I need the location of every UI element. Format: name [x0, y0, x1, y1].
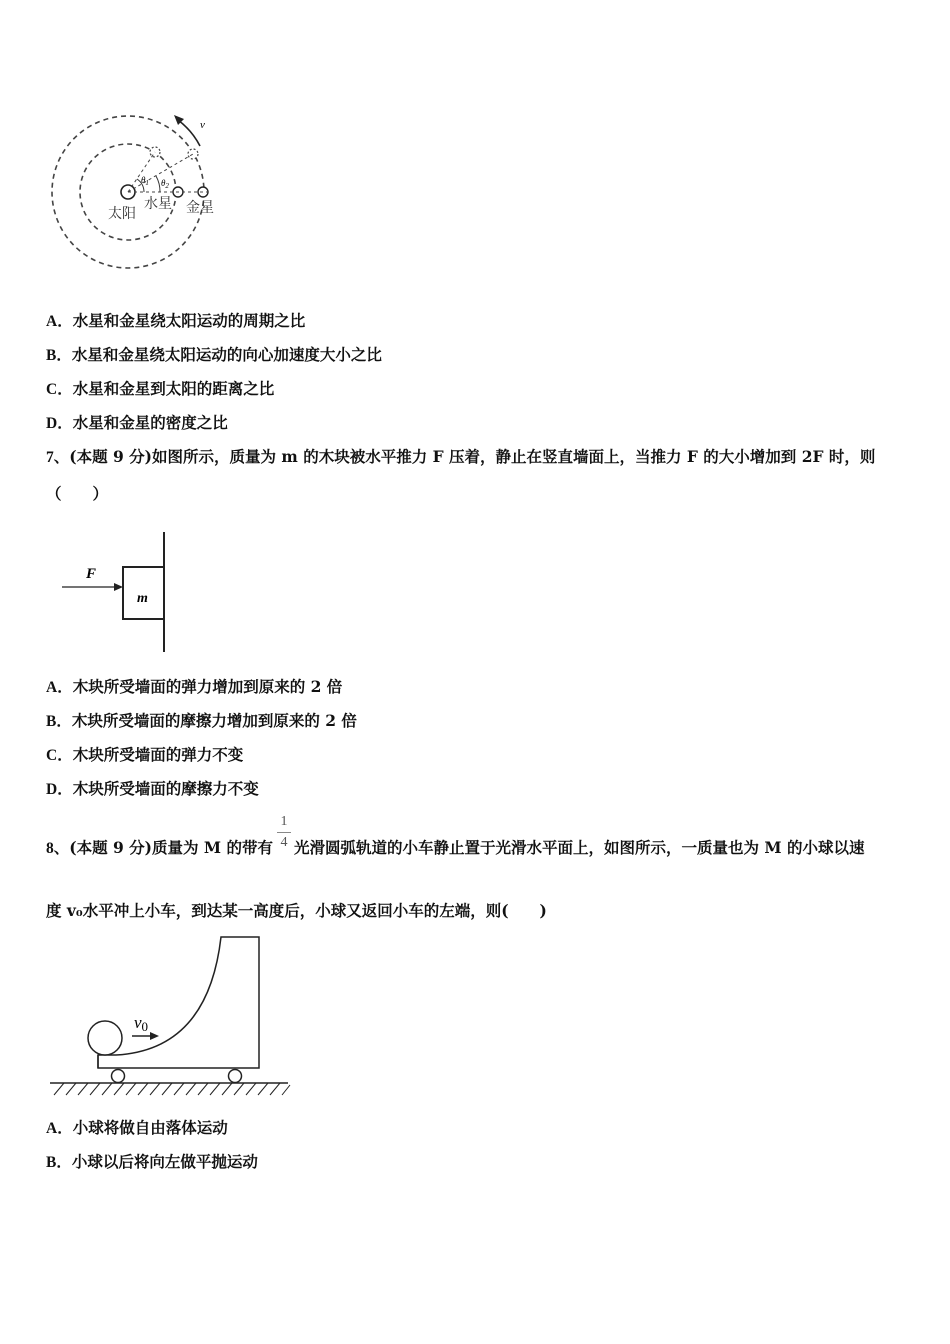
q8-stem-line2: 度 v₀水平冲上小车，到达某一高度后，小球又返回小车的左端，则( ): [46, 901, 547, 920]
force-label: F: [86, 566, 97, 582]
q6-option-c: C．水星和金星到太阳的距离之比: [46, 379, 275, 398]
orbit-diagram: [40, 110, 240, 280]
block-wall-diagram: [60, 530, 170, 655]
q7-option-c: C．木块所受墙面的弹力不变: [46, 745, 244, 764]
q6-option-d: D．水星和金星的密度之比: [46, 413, 228, 432]
venus-label: 金星: [186, 200, 214, 216]
q8-option-b: B．小球以后将向左做平抛运动: [46, 1152, 258, 1171]
fraction-denominator: 4: [280, 835, 288, 850]
q7-option-a: A．木块所受墙面的弹力增加到原来的 2 倍: [46, 677, 343, 696]
fraction-numerator: 1: [280, 814, 288, 829]
ball: [88, 1021, 122, 1055]
cart-track-diagram: [48, 935, 293, 1100]
q6-option-b: B．水星和金星绕太阳运动的向心加速度大小之比: [46, 345, 382, 364]
mercury-label: 水星: [144, 196, 172, 212]
quarter-fraction: [276, 814, 292, 851]
ground-hatching: [54, 1083, 290, 1095]
q8-stem-part1: 8、(本题 9 分)质量为 M 的带有: [46, 838, 273, 857]
velocity-label: v: [200, 119, 205, 131]
v0-label: v0: [134, 1013, 149, 1034]
theta2-label: $\theta_2$: [161, 178, 169, 190]
q7-option-b: B．木块所受墙面的摩擦力增加到原来的 2 倍: [46, 711, 357, 730]
sun-label: 太阳: [108, 206, 136, 222]
right-wheel: [229, 1070, 242, 1083]
left-wheel: [112, 1070, 125, 1083]
mass-label: m: [137, 591, 148, 606]
q8-stem-part2: 光滑圆弧轨道的小车静止置于光滑水平面上，如图所示，一质量也为 M 的小球以速: [294, 838, 865, 857]
q8-option-a: A．小球将做自由落体运动: [46, 1118, 228, 1137]
q6-option-a: A．水星和金星绕太阳运动的周期之比: [46, 311, 306, 330]
velocity-arrow-arc: [178, 120, 200, 146]
q7-option-d: D．木块所受墙面的摩擦力不变: [46, 779, 259, 798]
cart-body: [98, 937, 259, 1068]
q7-answer-blank: （ ）: [46, 484, 109, 503]
q7-stem: 7、(本题 9 分)如图所示，质量为 m 的木块被水平推力 F 压着，静止在竖直墙面上，当推力 F 的大小增加到 2F 时，则: [46, 447, 876, 466]
theta1-label: $\theta_1$: [141, 175, 149, 187]
